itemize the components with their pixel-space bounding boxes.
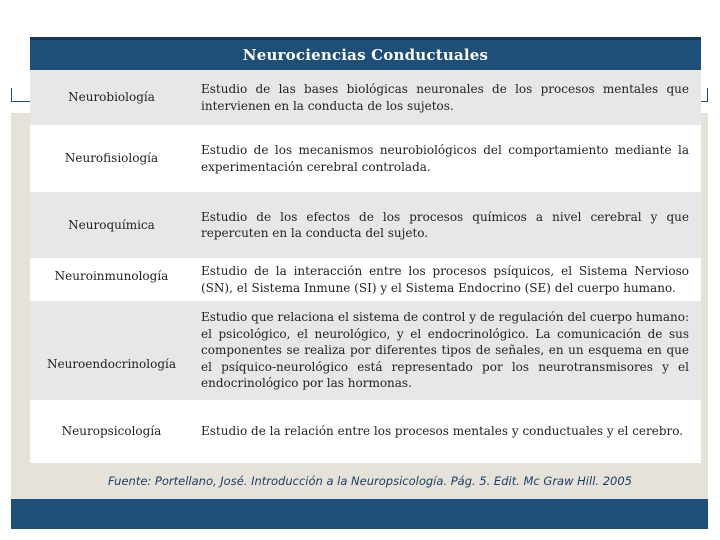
slide-frame-left (11, 88, 12, 102)
slide-frame-right (707, 88, 708, 102)
table-row (30, 125, 701, 192)
description-cell: Estudio de las bases biológicas neuronales de los procesos mentales que intervienen en la conducta de los sujetos. (195, 70, 701, 125)
term-cell: Neurobiología (30, 70, 195, 125)
table-title: Neurociencias Conductuales (30, 37, 701, 70)
term-cell: Neuroinmunología (30, 258, 195, 301)
term-cell: Neuroendocrinología (30, 301, 195, 400)
neuroscience-table (30, 37, 701, 463)
description-cell: Estudio que relaciona el sistema de control y de regulación del cuerpo humano: el psicológico, el neurológico, y el endocrinológico. La comunicación de sus componentes se realiza por diferentes tipos de señales, en un esquema en que el psíquico-neurológico está representado por los neurotransmisores y el endocrinológico por las hormonas. (195, 301, 701, 400)
term-cell: Neurofisiología (30, 125, 195, 192)
description-cell: Estudio de la relación entre los procesos mentales y conductuales y el cerebro. (195, 400, 701, 463)
definitions-table (30, 70, 701, 463)
term-cell: Neuropsicología (30, 400, 195, 463)
table-row (30, 400, 701, 463)
description-cell: Estudio de los efectos de los procesos químicos a nivel cerebral y que repercuten en la conducta del sujeto. (195, 192, 701, 258)
table-row (30, 192, 701, 258)
table-row (30, 70, 701, 125)
slide-footer-bar (11, 499, 708, 529)
table-row (30, 258, 701, 301)
description-cell: Estudio de los mecanismos neurobiológicos del comportamiento mediante la experimentación cerebral controlada. (195, 125, 701, 192)
term-cell: Neuroquímica (30, 192, 195, 258)
source-citation: Fuente: Portellano, José. Introducción a la Neuropsicología. Pág. 5. Edit. Mc Graw Hill. 2005 (108, 474, 632, 488)
table-row (30, 301, 701, 400)
description-cell: Estudio de la interacción entre los procesos psíquicos, el Sistema Nervioso (SN), el Sistema Inmune (SI) y el Sistema Endocrino (SE) del cuerpo humano. (195, 258, 701, 301)
